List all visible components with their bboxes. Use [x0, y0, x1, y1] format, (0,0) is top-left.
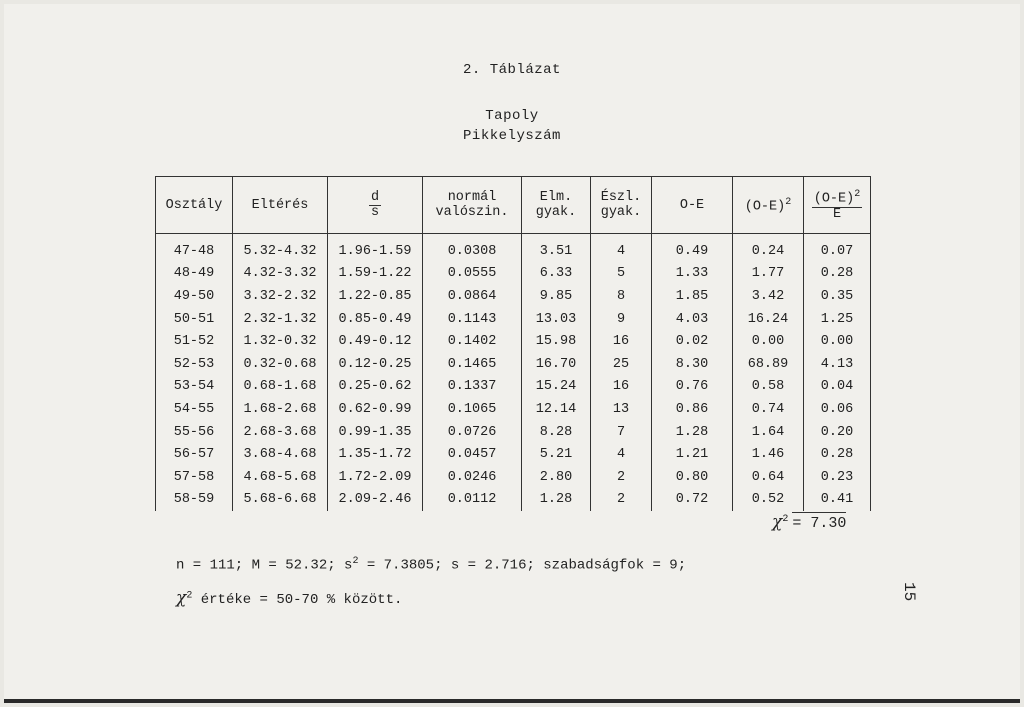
cell-elm: 15.98: [522, 330, 591, 353]
cell-elm: 13.03: [522, 308, 591, 331]
cell-ratio: 0.28: [804, 443, 871, 466]
cell-oe2: 1.77: [733, 263, 804, 286]
cell-ratio: 4.13: [804, 353, 871, 376]
cell-oe2: 0.24: [733, 234, 804, 263]
chi-range-text: értéke = 50-70 % között.: [200, 592, 403, 608]
cell-elm: 16.70: [522, 353, 591, 376]
cell-ds: 1.72-2.09: [328, 466, 423, 489]
cell-osztaly: 57-58: [156, 466, 233, 489]
col-header-osztaly: Osztály: [156, 177, 233, 234]
table-title: 2. Táblázat: [463, 62, 561, 78]
stats-text-a: n = 111; M = 52.32; s: [176, 557, 353, 574]
cell-elm: 15.24: [522, 376, 591, 399]
table-row: [156, 398, 871, 421]
data-table: [155, 176, 871, 511]
cell-normal: 0.1143: [423, 308, 522, 331]
cell-osztaly: 51-52: [156, 330, 233, 353]
table-subtitle-species: Tapoly: [485, 108, 539, 124]
cell-oe: 0.02: [652, 330, 733, 353]
table-row: [156, 234, 871, 263]
chi-range-line: [176, 588, 402, 608]
chi-symbol: χ: [176, 588, 187, 608]
cell-oe: 0.49: [652, 234, 733, 263]
table-row: [156, 285, 871, 308]
cell-eszl: 16: [591, 376, 652, 399]
cell-ratio: 0.28: [804, 263, 871, 286]
page-number: 15: [900, 582, 918, 602]
cell-normal: 0.0864: [423, 285, 522, 308]
cell-ds: 0.62-0.99: [328, 398, 423, 421]
cell-oe2: 0.00: [733, 330, 804, 353]
cell-oe2: 68.89: [733, 353, 804, 376]
cell-normal: 0.0457: [423, 443, 522, 466]
cell-eszl: 9: [591, 308, 652, 331]
cell-elteres: 0.68-1.68: [233, 376, 328, 399]
cell-elteres: 3.68-4.68: [233, 443, 328, 466]
cell-oe2: 16.24: [733, 308, 804, 331]
cell-eszl: 2: [591, 489, 652, 512]
cell-eszl: 7: [591, 421, 652, 444]
cell-elteres: 5.32-4.32: [233, 234, 328, 263]
table-row: [156, 489, 871, 512]
cell-osztaly: 54-55: [156, 398, 233, 421]
cell-elteres: 3.32-2.32: [233, 285, 328, 308]
cell-eszl: 4: [591, 443, 652, 466]
cell-normal: 0.0246: [423, 466, 522, 489]
chi-exponent: 2: [186, 590, 193, 602]
chi-total-value: = 7.30: [792, 512, 846, 532]
cell-ratio: 1.25: [804, 308, 871, 331]
cell-oe: 0.76: [652, 376, 733, 399]
cell-osztaly: 50-51: [156, 308, 233, 331]
table-row: [156, 353, 871, 376]
col-header-ratio: $\frac{(O-E)^2}{E}$: [804, 177, 871, 234]
cell-oe2: 0.52: [733, 489, 804, 512]
cell-oe: 0.86: [652, 398, 733, 421]
table-row: [156, 466, 871, 489]
cell-osztaly: 53-54: [156, 376, 233, 399]
cell-eszl: 13: [591, 398, 652, 421]
cell-elteres: 1.32-0.32: [233, 330, 328, 353]
cell-eszl: 25: [591, 353, 652, 376]
col-header-oe: O-E: [652, 177, 733, 234]
cell-elteres: 0.32-0.68: [233, 353, 328, 376]
cell-elm: 1.28: [522, 489, 591, 512]
cell-normal: 0.0308: [423, 234, 522, 263]
cell-oe: 1.85: [652, 285, 733, 308]
cell-ratio: 0.35: [804, 285, 871, 308]
table-header-row: [156, 177, 871, 234]
col-header-eszl: Észl. gyak.: [591, 177, 652, 234]
cell-ds: 2.09-2.46: [328, 489, 423, 512]
cell-oe2: 0.64: [733, 466, 804, 489]
col-header-ds: $\frac{d}{s}$: [328, 177, 423, 234]
chi-exponent: 2: [782, 514, 789, 525]
cell-elm: 9.85: [522, 285, 591, 308]
cell-eszl: 2: [591, 466, 652, 489]
chi-square-total: [772, 512, 846, 532]
table-subtitle-measure: Pikkelyszám: [463, 128, 561, 144]
cell-oe: 1.28: [652, 421, 733, 444]
cell-ds: 0.99-1.35: [328, 421, 423, 444]
cell-eszl: 4: [591, 234, 652, 263]
cell-elteres: 5.68-6.68: [233, 489, 328, 512]
table-row: [156, 330, 871, 353]
cell-oe: 0.72: [652, 489, 733, 512]
cell-oe2: 0.74: [733, 398, 804, 421]
cell-ratio: 0.41: [804, 489, 871, 512]
cell-elteres: 2.68-3.68: [233, 421, 328, 444]
cell-normal: 0.1337: [423, 376, 522, 399]
cell-elteres: 4.68-5.68: [233, 466, 328, 489]
cell-elm: 2.80: [522, 466, 591, 489]
col-header-oe2: $(O-E)^2$: [733, 177, 804, 234]
col-header-elteres: Eltérés: [233, 177, 328, 234]
cell-osztaly: 52-53: [156, 353, 233, 376]
cell-oe2: 0.58: [733, 376, 804, 399]
cell-oe2: 1.46: [733, 443, 804, 466]
cell-ratio: 0.00: [804, 330, 871, 353]
stats-text-b: = 7.3805; s = 2.716; szabadságfok = 9;: [358, 557, 687, 574]
cell-oe: 8.30: [652, 353, 733, 376]
cell-elm: 8.28: [522, 421, 591, 444]
cell-oe: 1.33: [652, 263, 733, 286]
cell-osztaly: 56-57: [156, 443, 233, 466]
cell-ds: 1.22-0.85: [328, 285, 423, 308]
cell-ds: 0.12-0.25: [328, 353, 423, 376]
cell-osztaly: 58-59: [156, 489, 233, 512]
cell-ratio: 0.07: [804, 234, 871, 263]
table-row: [156, 263, 871, 286]
cell-eszl: 8: [591, 285, 652, 308]
cell-normal: 0.0555: [423, 263, 522, 286]
cell-osztaly: 49-50: [156, 285, 233, 308]
cell-elm: 5.21: [522, 443, 591, 466]
cell-oe2: 1.64: [733, 421, 804, 444]
table-row: [156, 421, 871, 444]
cell-ratio: 0.06: [804, 398, 871, 421]
cell-osztaly: 48-49: [156, 263, 233, 286]
cell-oe2: 3.42: [733, 285, 804, 308]
cell-elteres: 1.68-2.68: [233, 398, 328, 421]
col-header-elm: Elm. gyak.: [522, 177, 591, 234]
cell-elm: 3.51: [522, 234, 591, 263]
cell-elteres: 2.32-1.32: [233, 308, 328, 331]
cell-eszl: 5: [591, 263, 652, 286]
table-row: [156, 443, 871, 466]
stats-s-exponent: 2: [352, 556, 359, 567]
chi-symbol: χ: [772, 512, 783, 532]
cell-oe: 0.80: [652, 466, 733, 489]
cell-normal: 0.1065: [423, 398, 522, 421]
cell-normal: 0.0726: [423, 421, 522, 444]
cell-ds: 1.35-1.72: [328, 443, 423, 466]
cell-normal: 0.1465: [423, 353, 522, 376]
cell-ratio: 0.20: [804, 421, 871, 444]
cell-ds: 0.49-0.12: [328, 330, 423, 353]
cell-osztaly: 47-48: [156, 234, 233, 263]
cell-ds: 1.59-1.22: [328, 263, 423, 286]
cell-ds: 0.25-0.62: [328, 376, 423, 399]
cell-elm: 12.14: [522, 398, 591, 421]
cell-ds: 0.85-0.49: [328, 308, 423, 331]
statistics-line: [176, 556, 686, 574]
cell-elm: 6.33: [522, 263, 591, 286]
cell-elteres: 4.32-3.32: [233, 263, 328, 286]
cell-ds: 1.96-1.59: [328, 234, 423, 263]
cell-oe: 4.03: [652, 308, 733, 331]
table-row: [156, 308, 871, 331]
cell-eszl: 16: [591, 330, 652, 353]
cell-osztaly: 55-56: [156, 421, 233, 444]
table-row: [156, 376, 871, 399]
cell-oe: 1.21: [652, 443, 733, 466]
col-header-normal: normál valószin.: [423, 177, 522, 234]
cell-ratio: 0.04: [804, 376, 871, 399]
cell-normal: 0.1402: [423, 330, 522, 353]
cell-normal: 0.0112: [423, 489, 522, 512]
cell-ratio: 0.23: [804, 466, 871, 489]
